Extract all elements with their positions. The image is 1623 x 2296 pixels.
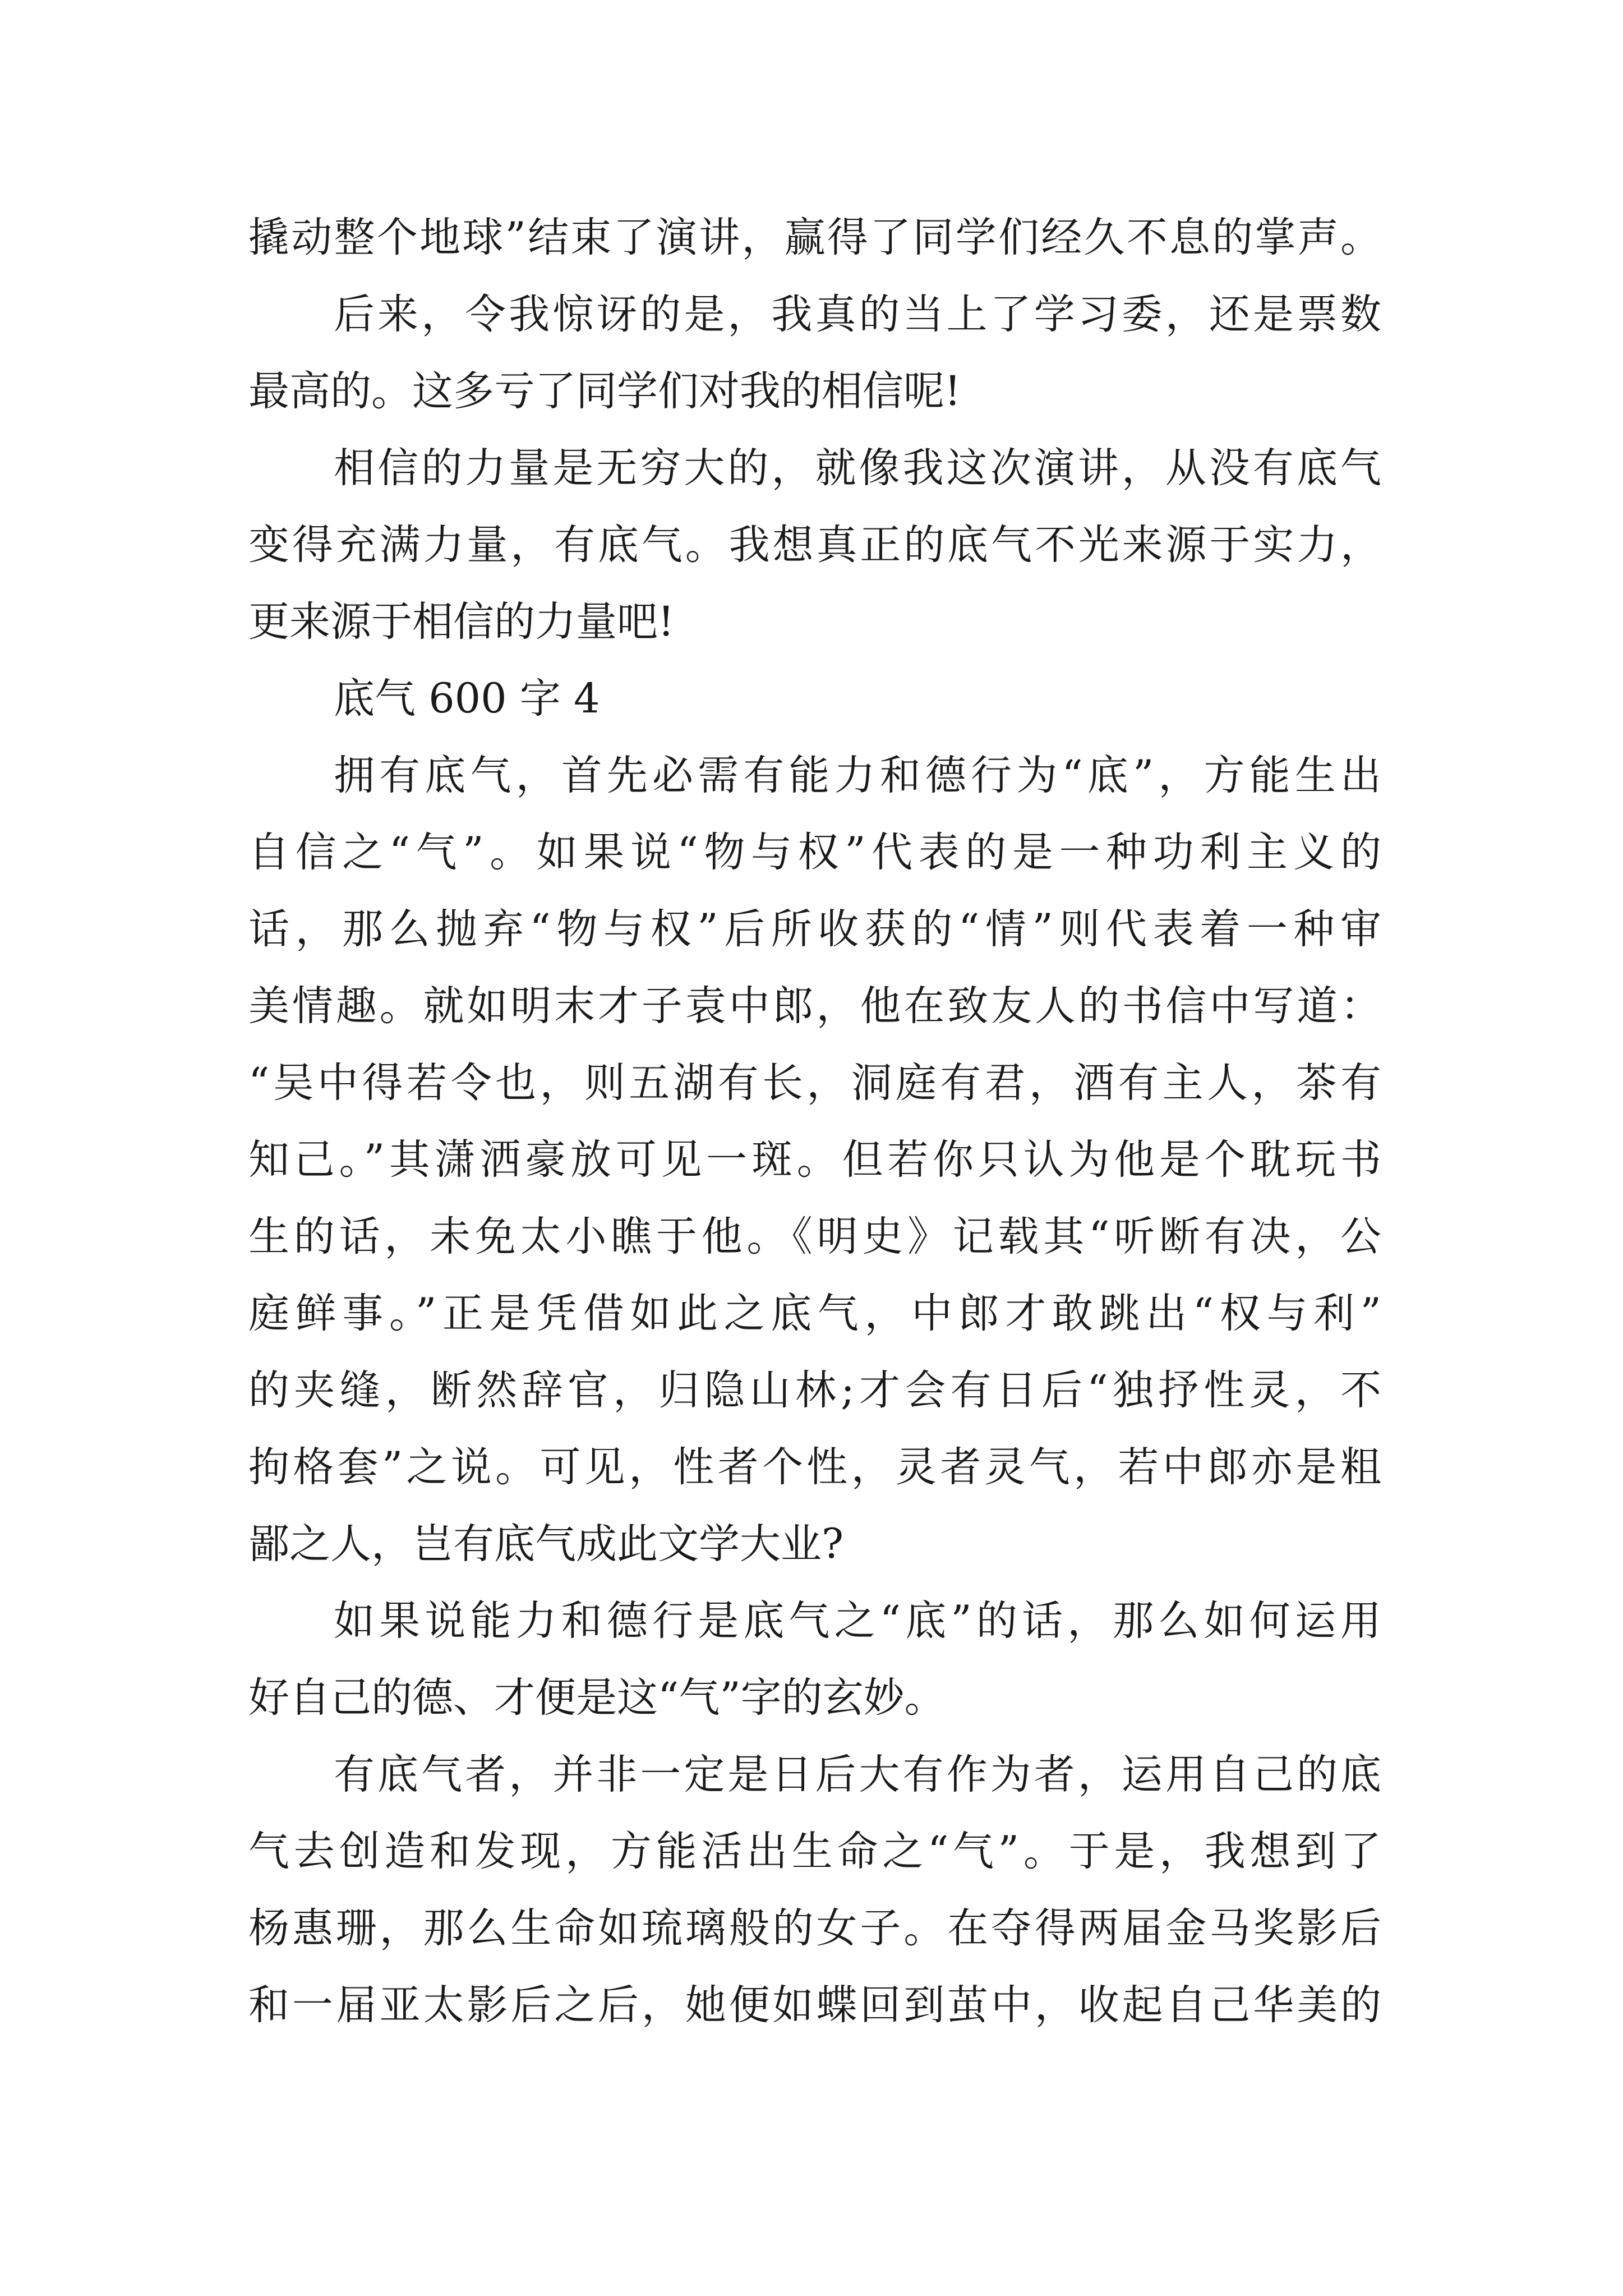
paragraph — [248, 737, 1381, 1582]
heading-text: 底气 600 字 4 — [334, 675, 600, 723]
paragraph — [248, 1736, 1381, 2044]
text-line: 庭鲜事。”正是凭借如此之底气，中郎才敢跳出“权与利” — [248, 1290, 1381, 1337]
body-text — [248, 199, 1381, 2044]
text-line: 话，那么抛弃“物与权”后所收获的“情”则代表着一种审 — [248, 905, 1381, 953]
text-line: 如果说能力和德行是底气之“底”的话，那么如何运用 — [334, 1597, 1381, 1645]
paragraph — [248, 199, 1381, 276]
text-line: 美情趣。就如明末才子袁中郎，他在致友人的书信中写道： — [248, 982, 1381, 1030]
text-line: 气去创造和发现，方能活出生命之“气”。于是，我想到了 — [248, 1828, 1381, 1875]
paragraph — [248, 1582, 1381, 1736]
paragraph — [248, 276, 1381, 430]
text-line: 拘格套”之说。可见，性者个性，灵者灵气，若中郎亦是粗 — [248, 1443, 1381, 1491]
text-line: 生的话，未免太小瞧于他。《明史》记载其“听断有决，公 — [248, 1213, 1381, 1260]
text-line: 相信的力量是无穷大的，就像我这次演讲，从没有底气 — [334, 444, 1381, 492]
text-line: 的夹缝，断然辞官，归隐山林;才会有日后“独抒性灵，不 — [248, 1366, 1381, 1414]
text-line: 好自己的德、才便是这“气”字的玄妙。 — [248, 1674, 946, 1722]
text-line: 变得充满力量，有底气。我想真正的底气不光来源于实力， — [248, 521, 1381, 569]
text-line: 更来源于相信的力量吧! — [248, 598, 675, 646]
text-line: 撬动整个地球”结束了演讲，赢得了同学们经久不息的掌声。 — [248, 214, 1381, 261]
text-line: 自信之“气”。如果说“物与权”代表的是一种功利主义的 — [248, 829, 1381, 876]
text-line: 拥有底气，首先必需有能力和德行为“底”，方能生出 — [334, 752, 1381, 799]
text-line: 鄙之人，岂有底气成此文学大业? — [248, 1520, 844, 1568]
text-line: 和一届亚太影后之后，她便如蝶回到茧中，收起自己华美的 — [248, 1981, 1381, 2029]
text-line: 杨惠珊，那么生命如琉璃般的女子。在夺得两届金马奖影后 — [248, 1904, 1381, 1952]
text-line: 有底气者，并非一定是日后大有作为者，运用自己的底 — [334, 1751, 1381, 1798]
text-line: 后来，令我惊讶的是，我真的当上了学习委，还是票数 — [334, 291, 1381, 338]
text-line: 知己。”其潇洒豪放可见一斑。但若你只认为他是个耽玩书 — [248, 1136, 1381, 1184]
text-line: 最高的。这多亏了同学们对我的相信呢! — [248, 367, 961, 415]
section-heading — [248, 660, 1381, 737]
paragraph — [248, 430, 1381, 660]
text-line: “吴中得若令也，则五湖有长，洞庭有君，酒有主人，茶有 — [248, 1059, 1381, 1107]
